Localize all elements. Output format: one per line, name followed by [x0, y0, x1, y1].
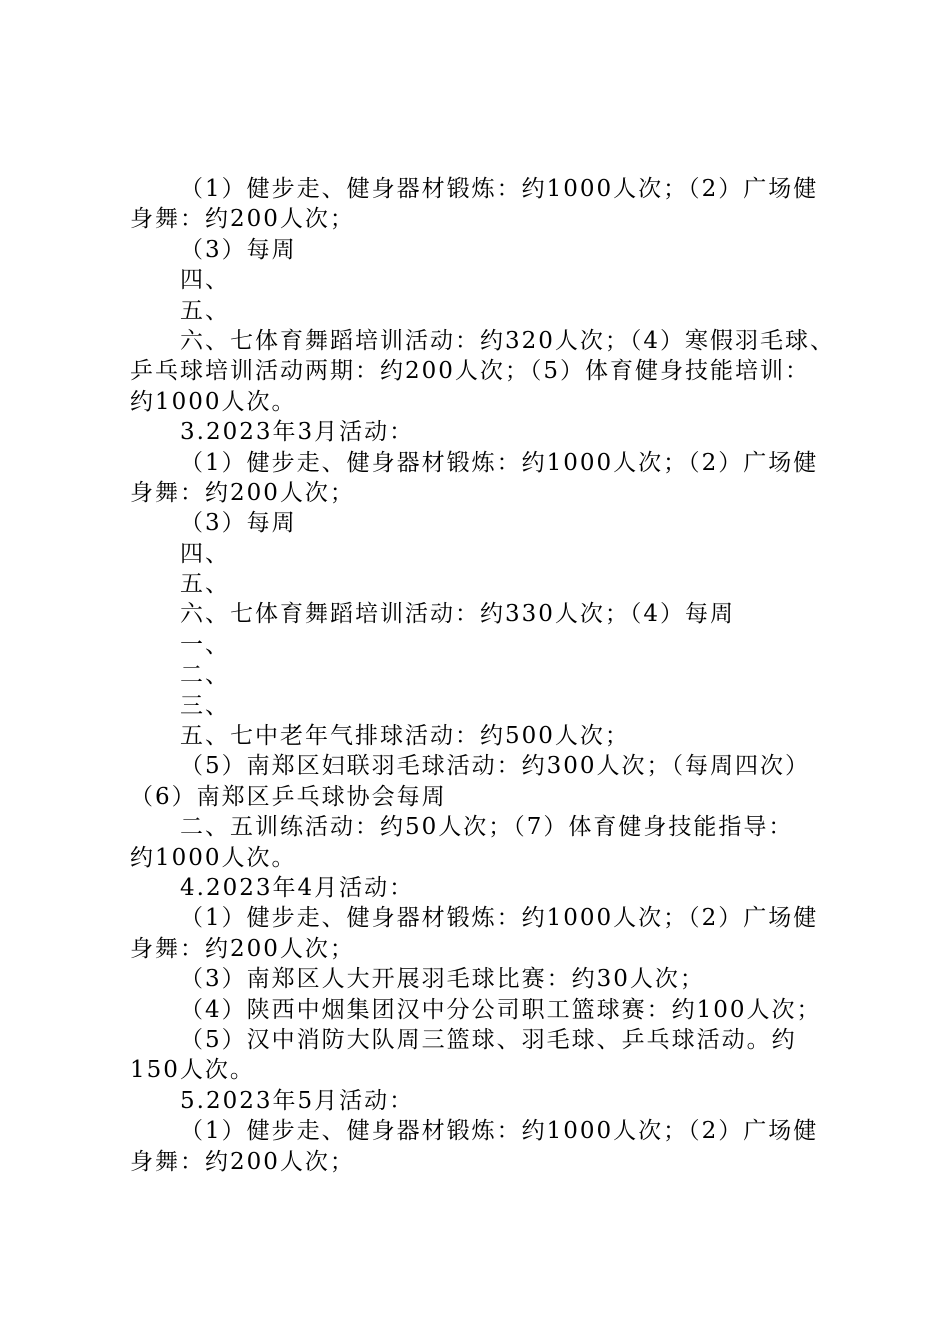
section-heading: 5.2023年5月活动：: [180, 1087, 415, 1114]
text-line: 五、七中老年气排球活动：约500人次；: [180, 723, 630, 750]
text-line: 五、: [180, 571, 230, 598]
text-line: （5）汉中消防大队周三篮球、羽毛球、乒乓球活动。约: [180, 1026, 797, 1053]
text-line: （1）健步走、健身器材锻炼：约1000人次；（2）广场健: [180, 449, 819, 476]
text-line: 五、: [180, 297, 230, 324]
text-line: 四、: [180, 267, 230, 294]
text-line: 约1000人次。: [130, 844, 297, 871]
section-heading: 4.2023年4月活动：: [180, 874, 415, 901]
text-line: （3）每周: [180, 236, 297, 263]
document-body: [130, 174, 840, 1177]
text-line: 六、七体育舞蹈培训活动：约330人次；（4）每周: [180, 601, 736, 628]
text-line: 三、: [180, 692, 230, 719]
text-line: 六、七体育舞蹈培训活动：约320人次；（4）寒假羽毛球、: [180, 327, 836, 354]
text-line: 身舞：约200人次；: [130, 479, 355, 506]
text-line: 二、: [180, 662, 230, 689]
text-line: （6）南郑区乒乓球协会每周: [130, 783, 447, 810]
text-line: （1）健步走、健身器材锻炼：约1000人次；（2）广场健: [180, 176, 819, 202]
section-heading: 3.2023年3月活动：: [180, 419, 415, 446]
text-line: （3）每周: [180, 510, 297, 537]
text-line: 150人次。: [130, 1057, 255, 1084]
text-line: 身舞：约200人次；: [130, 935, 355, 962]
text-line: （4）陕西中烟集团汉中分公司职工篮球赛：约100人次；: [180, 996, 822, 1023]
text-line: （1）健步走、健身器材锻炼：约1000人次；（2）广场健: [180, 905, 819, 932]
text-line: 四、: [180, 540, 230, 567]
text-line: 约1000人次。: [130, 388, 297, 415]
text-line: 身舞：约200人次；: [130, 206, 355, 233]
text-line: （3）南郑区人大开展羽毛球比赛：约30人次；: [180, 966, 705, 993]
text-line: （1）健步走、健身器材锻炼：约1000人次；（2）广场健: [180, 1118, 819, 1145]
text-line: 乒乓球培训活动两期：约200人次；（5）体育健身技能培训：: [130, 358, 811, 385]
text-line: （5）南郑区妇联羽毛球活动：约300人次；（每周四次）: [180, 753, 811, 780]
text-line: 一、: [180, 631, 230, 658]
text-line: 身舞：约200人次；: [130, 1148, 355, 1175]
text-line: 二、五训练活动：约50人次；（7）体育健身技能指导：: [180, 814, 794, 841]
